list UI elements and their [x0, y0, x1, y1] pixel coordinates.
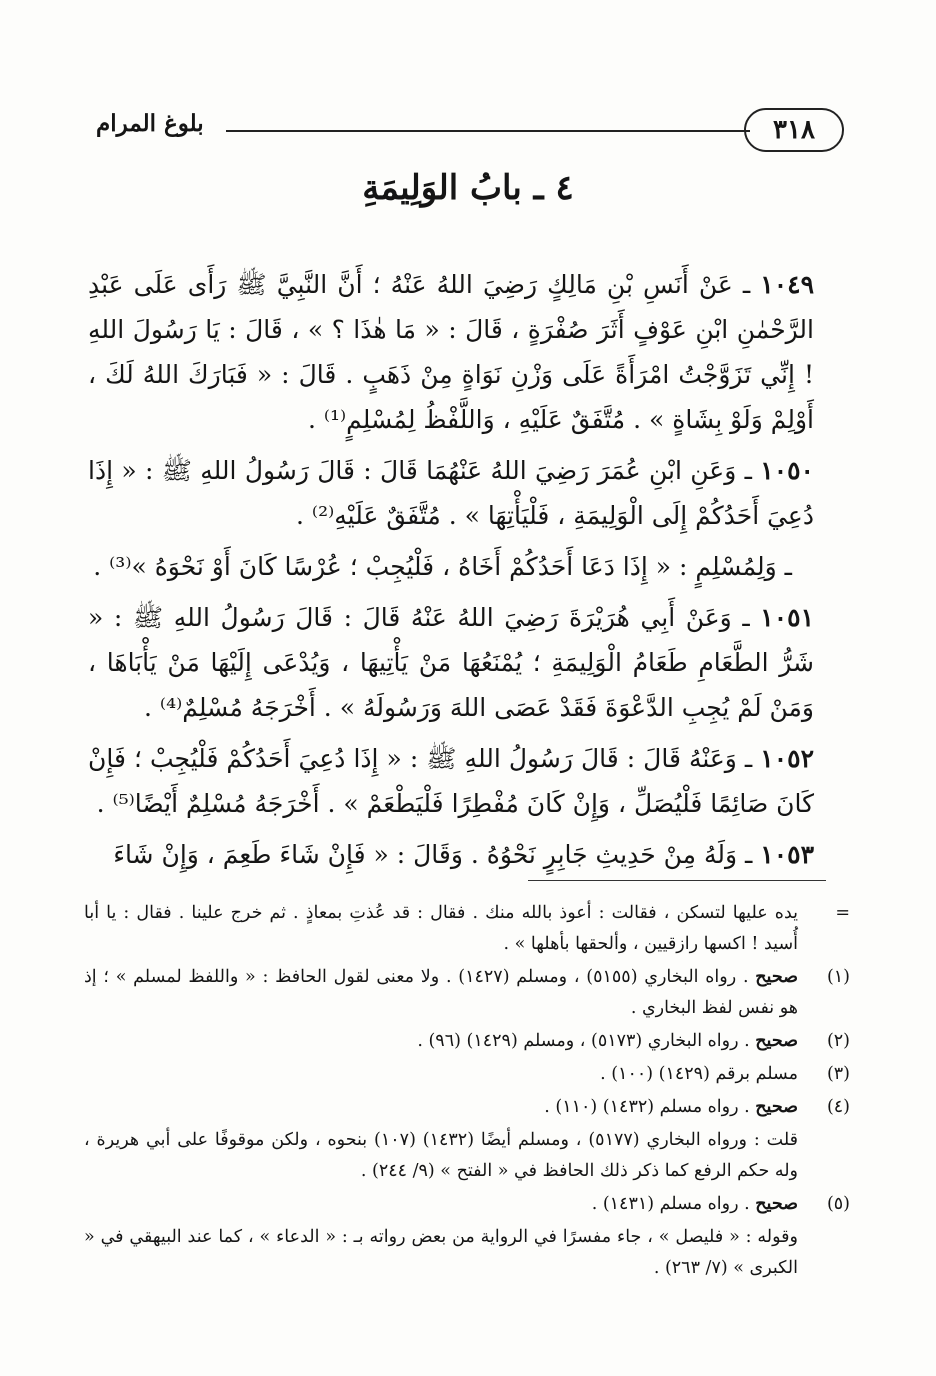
footnote-marker: (٥): [826, 1194, 850, 1214]
hadith-text: ـ وَعَنْهُ قَالَ : قَالَ رَسُولُ اللهِ ﷺ : « إِذَا دُعِيَ أَحَدُكُمْ فَلْيُجِبْ ؛ فَإِنْ كَانَ صَائِمًا فَلْيُصَلِّ ، وَإِنْ كَانَ مُفْطِرًا فَلْيَطْعَمْ » . أَخْرَجَهُ مُسْلِمٌ أَيْضًا⁽⁵⁾ .: [88, 744, 814, 818]
footnote: [84, 1059, 850, 1090]
footnote-grade: صحيح: [755, 967, 798, 987]
footnote-text: . رواه البخاري (٥١٧٣) ، ومسلم (١٤٢٩) (٩٦) .: [417, 1031, 750, 1051]
chapter-title: ٤ ـ بابُ الوَلِيمَةِ: [362, 168, 574, 208]
footnotes: [84, 898, 850, 1286]
hadith-number: ١٠٤٩: [760, 270, 814, 299]
footnote-text: وقوله : « فليصل » ، جاء مفسرًا في الرواية من بعض رواته بـ : « الدعاء » ، كما عند البيهقي في « الكبرى » (٧/ ٢٦٣) .: [84, 1227, 798, 1278]
footnote-text: يده عليها لتسكن ، فقالت : أعوذ بالله منك . فقال : قد عُذتِ بمعاذٍ . ثم خرج علينا . فقال : يا أبا أُسيد ! اكسها رازقيين ، وألحقها بأهلها » .: [84, 903, 798, 954]
book-title: بلوغ المرام: [96, 110, 204, 137]
footnote: [84, 1189, 850, 1220]
footnote-text: قلت : ورواه البخاري (٥١٧٧) ، ومسلم أيضًا (١٤٣٢) (١٠٧) بنحوه ، ولكن موقوفًا على أبي هريرة ، وله حكم الرفع كما ذكر ذلك الحافظ في « الفتح » (٩/ ٢٤٤) .: [84, 1130, 799, 1181]
footnote-text: . رواه مسلم (١٤٣٢) (١١٠) .: [544, 1097, 750, 1117]
footnote-marker: (٤): [826, 1097, 850, 1117]
footnote: [84, 1092, 850, 1123]
hadith-text: ـ وَلَهُ مِنْ حَدِيثِ جَابِرٍ نَحْوُهُ . وَقَالَ : « فَإِنْ شَاءَ طَعِمَ ، وَإِنْ شَاءَ: [113, 840, 753, 869]
hadith-text: ـ عَنْ أَنَسِ بْنِ مَالِكٍ رَضِيَ اللهُ عَنْهُ ؛ أَنَّ النَّبِيَّ ﷺ رَأَى عَلَى عَبْدِ الرَّحْمٰنِ ابْنِ عَوْفٍ أَثَرَ صُفْرَةٍ ، قَالَ : « مَا هٰذَا ؟ » ، قَالَ : يَا رَسُولَ اللهِ ! إِنِّي تَزَوَّجْتُ امْرَأَةً عَلَى وَزْنِ نَوَاةٍ مِنْ ذَهَبٍ . قَالَ : « فَبَارَكَ اللهُ لَكَ ، أَوْلِمْ وَلَوْ بِشَاةٍ » . مُتَّفَقٌ عَلَيْهِ ، وَاللَّفْظُ لِمُسْلِمٍ⁽¹⁾ .: [88, 270, 814, 434]
hadith-paragraph: [88, 595, 814, 730]
hadith-number: ١٠٥٢: [760, 744, 814, 773]
footnote-text: مسلم برقم (١٤٢٩) (١٠٠) .: [600, 1064, 798, 1084]
page-header: [96, 108, 844, 154]
hadith-number: ١٠٥١: [760, 603, 815, 632]
footnote-marker: =: [835, 903, 850, 923]
footnote-text: . رواه البخاري (٥١٥٥) ، ومسلم (١٤٢٧) . ولا معنى لقول الحافظ : « واللفظ لمسلم » ؛ إذ هو نفس لفظ البخاري .: [84, 967, 798, 1018]
hadith-text: ـ وَلِمُسْلِمٍ : « إِذَا دَعَا أَحَدُكُمْ أَخَاهُ ، فَلْيُجِبْ ؛ عُرْسًا كَانَ أَوْ نَحْوَهُ »⁽³⁾ .: [93, 552, 792, 581]
main-text: [88, 262, 814, 883]
footnote: [84, 898, 850, 960]
footnote-continuation: [84, 1125, 850, 1187]
hadith-paragraph: [88, 262, 814, 442]
footnote-marker: (٣): [826, 1064, 850, 1084]
hadith-text: ـ وَعَنْ أَبِي هُرَيْرَةَ رَضِيَ اللهُ عَنْهُ قَالَ : قَالَ رَسُولُ اللهِ ﷺ : « شَرُّ الطَّعَامِ طَعَامُ الْوَلِيمَةِ ؛ يُمْنَعُهَا مَنْ يَأْتِيهَا ، وَيُدْعَى إِلَيْهَا مَنْ يَأْبَاهَا ، وَمَنْ لَمْ يُجِبِ الدَّعْوَةَ فَقَدْ عَصَى اللهَ وَرَسُولَهُ » . أَخْرَجَهُ مُسْلِمٌ⁽⁴⁾ .: [88, 603, 814, 722]
footnote-text: . رواه مسلم (١٤٣١) .: [591, 1194, 750, 1214]
hadith-paragraph: [88, 448, 814, 538]
hadith-paragraph: [88, 736, 814, 826]
page-number: ٣١٨: [744, 108, 844, 152]
footnote: [84, 962, 850, 1024]
hadith-paragraph: [88, 832, 814, 877]
footnote-grade: صحيح: [755, 1097, 798, 1117]
hadith-number: ١٠٥٣: [760, 840, 814, 869]
hadith-text: ـ وَعَنِ ابْنِ عُمَرَ رَضِيَ اللهُ عَنْهُمَا قَالَ : قَالَ رَسُولُ اللهِ ﷺ : « إِذَا دُعِيَ أَحَدُكُمْ إِلَى الْوَلِيمَةِ ، فَلْيَأْتِهَا » . مُتَّفَقٌ عَلَيْهِ⁽²⁾ .: [88, 456, 814, 530]
footnote: [84, 1026, 850, 1057]
header-rule: [226, 130, 750, 132]
hadith-paragraph: [88, 544, 814, 589]
footnote-continuation: [84, 1222, 850, 1284]
hadith-number: ١٠٥٠: [760, 456, 814, 485]
footnote-separator: [528, 880, 826, 881]
footnote-marker: (٢): [826, 1031, 850, 1051]
footnote-marker: (١): [826, 967, 850, 987]
footnote-grade: صحيح: [755, 1194, 798, 1214]
footnote-grade: صحيح: [755, 1031, 798, 1051]
